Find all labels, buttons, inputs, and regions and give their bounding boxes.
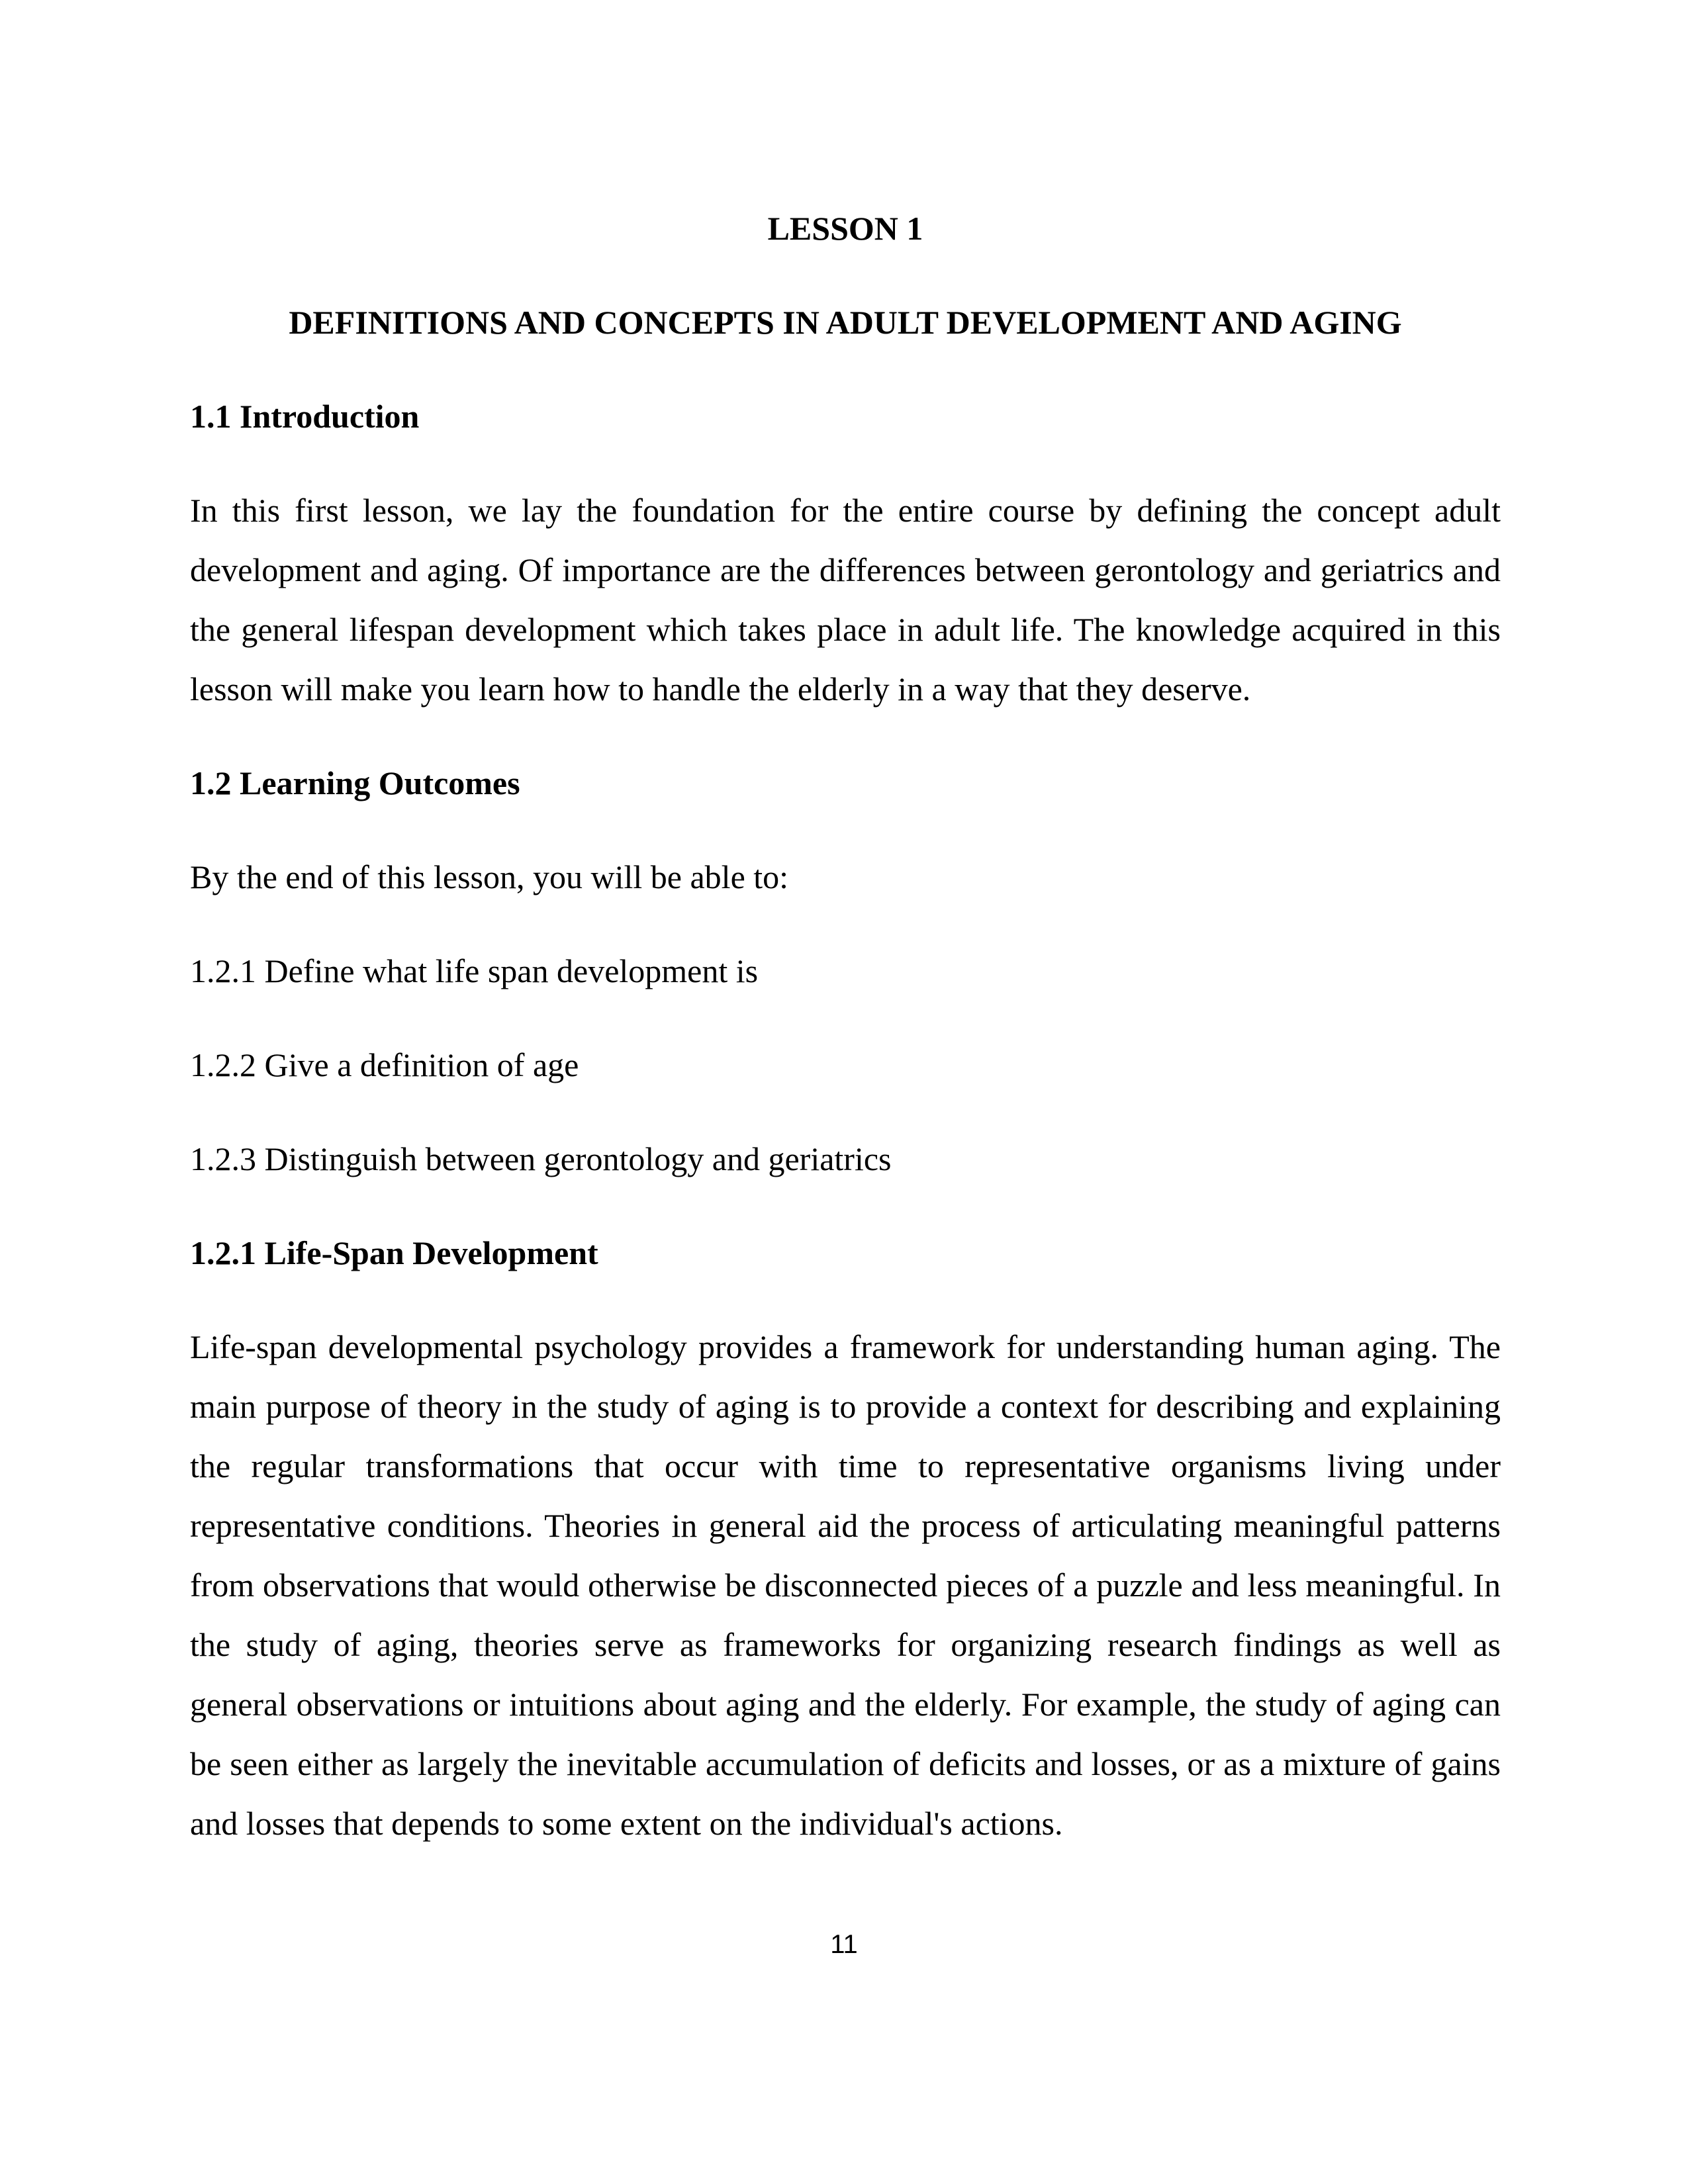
learning-outcomes-intro: By the end of this lesson, you will be able to: <box>190 858 789 895</box>
lesson-title: LESSON 1 <box>767 210 923 247</box>
document-title: DEFINITIONS AND CONCEPTS IN ADULT DEVELOPMENT AND AGING <box>289 304 1402 341</box>
introduction-paragraph: In this first lesson, we lay the foundation for the entire course by defining the concept adult development and aging. Of importance are the differences between gerontology and geriatrics and the general lifespan development which takes place in adult life. The knowledge acquired in this lesson will make you learn how to handle the elderly in a way that they deserve. <box>190 492 1501 707</box>
document-content <box>190 199 1501 1888</box>
page-number: 11 <box>830 1930 858 1959</box>
life-span-development-paragraph: Life-span developmental psychology provides a framework for understanding human aging. The main purpose of theory in the study of aging is to provide a context for describing and explaining the regular transformations that occur with time to representative organisms living under representative conditions. Theories in general aid the process of articulating meaningful patterns from observations that would otherwise be disconnected pieces of a puzzle and less meaningful. In the study of aging, theories serve as frameworks for organizing research findings as well as general observations or intuitions about aging and the elderly. For example, the study of aging can be seen either as largely the inevitable accumulation of deficits and losses, or as a mixture of gains and losses that depends to some extent on the individual's actions. <box>190 1328 1501 1842</box>
learning-outcome-item-2: 1.2.2 Give a definition of age <box>190 1046 579 1083</box>
section-heading-introduction: 1.1 Introduction <box>190 398 420 435</box>
learning-outcome-item-3: 1.2.3 Distinguish between gerontology and geriatrics <box>190 1140 892 1177</box>
section-heading-learning-outcomes: 1.2 Learning Outcomes <box>190 764 520 801</box>
section-heading-life-span-development: 1.2.1 Life-Span Development <box>190 1234 598 1271</box>
learning-outcome-item-1: 1.2.1 Define what life span development is <box>190 952 759 989</box>
